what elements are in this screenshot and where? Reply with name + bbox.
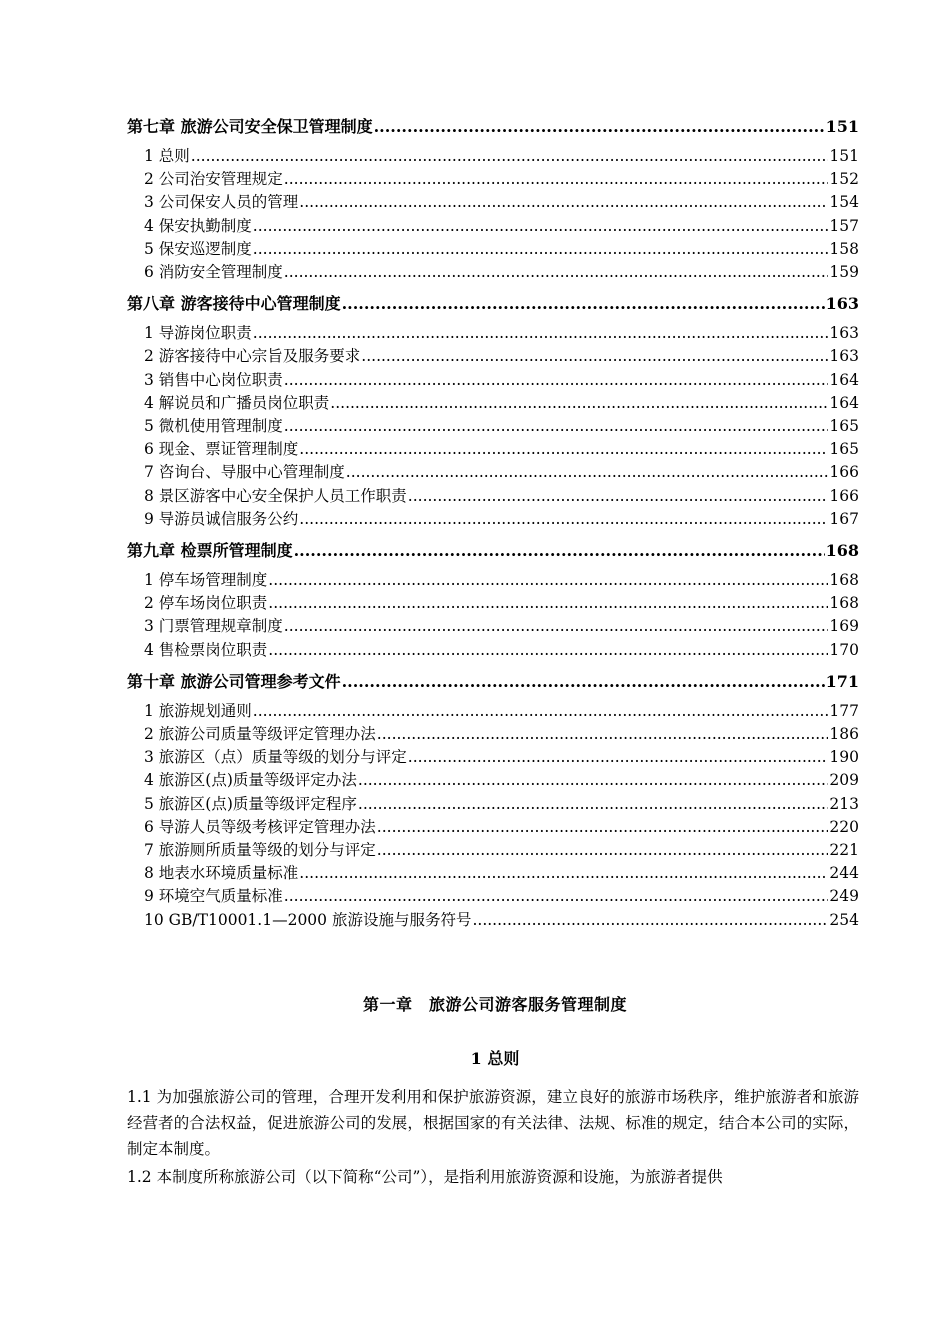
toc-section-title: 8 地表水环境质量标准 bbox=[144, 864, 299, 883]
toc-section-entry[interactable] bbox=[127, 145, 859, 168]
toc-leader-dots bbox=[253, 700, 829, 723]
toc-page-number: 186 bbox=[829, 725, 859, 744]
toc-leader-dots bbox=[284, 885, 829, 908]
toc-leader-dots bbox=[294, 538, 825, 564]
toc-section-title: 4 旅游区(点)质量等级评定办法 bbox=[144, 771, 357, 790]
toc-page-number: 154 bbox=[829, 193, 859, 212]
chapter-heading: 第一章 旅游公司游客服务管理制度 bbox=[362, 995, 627, 1014]
toc-leader-dots bbox=[284, 369, 829, 392]
toc-page-number: 166 bbox=[829, 486, 859, 505]
toc-section-entry[interactable] bbox=[127, 238, 859, 261]
toc-section-entry[interactable] bbox=[127, 345, 859, 368]
toc-chapter-entry[interactable] bbox=[127, 291, 859, 317]
toc-section-entry[interactable] bbox=[127, 369, 859, 392]
toc-leader-dots bbox=[342, 669, 825, 695]
toc-section-entry[interactable] bbox=[127, 261, 859, 284]
toc-section-entry[interactable] bbox=[127, 191, 859, 214]
toc-page-number: 159 bbox=[829, 263, 859, 282]
table-of-contents bbox=[127, 114, 859, 932]
toc-section-title: 7 旅游厕所质量等级的划分与评定 bbox=[144, 841, 376, 860]
toc-leader-dots bbox=[284, 261, 829, 284]
toc-section-title: 5 旅游区(点)质量等级评定程序 bbox=[144, 794, 357, 813]
toc-section-title: 4 解说员和广播员岗位职责 bbox=[144, 393, 330, 412]
toc-section-entry[interactable] bbox=[127, 723, 859, 746]
toc-section-title: 9 导游员诚信服务公约 bbox=[144, 509, 299, 528]
toc-section-entry[interactable] bbox=[127, 816, 859, 839]
toc-page-number: 151 bbox=[825, 117, 859, 136]
toc-leader-dots bbox=[299, 862, 828, 885]
toc-section-title: 9 环境空气质量标准 bbox=[144, 887, 283, 906]
toc-section-entry[interactable] bbox=[127, 885, 859, 908]
toc-section-title: 4 保安执勤制度 bbox=[144, 216, 252, 235]
toc-page-number: 169 bbox=[829, 617, 859, 636]
toc-leader-dots bbox=[330, 392, 828, 415]
toc-section-entry[interactable] bbox=[127, 438, 859, 461]
toc-page-number: 254 bbox=[829, 910, 859, 929]
toc-leader-dots bbox=[472, 909, 828, 932]
toc-page-number: 163 bbox=[825, 294, 859, 314]
toc-section-title: 3 旅游区（点）质量等级的划分与评定 bbox=[144, 748, 407, 767]
toc-section-entry[interactable] bbox=[127, 322, 859, 345]
toc-page-number: 158 bbox=[829, 239, 859, 258]
toc-page-number: 244 bbox=[829, 864, 859, 883]
toc-leader-dots bbox=[408, 485, 829, 508]
toc-leader-dots bbox=[342, 291, 825, 317]
toc-section-entry[interactable] bbox=[127, 215, 859, 238]
toc-leader-dots bbox=[253, 238, 829, 261]
paragraph: 1.1 为加强旅游公司的管理，合理开发利用和保护旅游资源，建立良好的旅游市场秩序，维护旅游者和旅游经营者的合法权益，促进旅游公司的发展，根据国家的有关法律、法规、标准的规定，结合本公司的实际，制定本制度。 bbox=[127, 1088, 859, 1158]
toc-page-number: 249 bbox=[829, 887, 859, 906]
toc-section-title: 1 导游岗位职责 bbox=[144, 324, 252, 343]
toc-chapter-title: 第八章 游客接待中心管理制度 bbox=[127, 294, 341, 314]
toc-leader-dots bbox=[408, 746, 829, 769]
toc-leader-dots bbox=[284, 168, 829, 191]
toc-page-number: 177 bbox=[829, 701, 859, 720]
toc-leader-dots bbox=[377, 839, 829, 862]
toc-page-number: 157 bbox=[829, 216, 859, 235]
toc-chapter-title: 第十章 旅游公司管理参考文件 bbox=[127, 671, 341, 691]
toc-page-number: 221 bbox=[829, 841, 859, 860]
toc-page-number: 163 bbox=[829, 324, 859, 343]
toc-section-title: 2 公司治安管理规定 bbox=[144, 170, 283, 189]
toc-section-title: 6 现金、票证管理制度 bbox=[144, 440, 299, 459]
toc-section-title: 1 总则 bbox=[144, 147, 190, 165]
toc-section-title: 7 咨询台、导服中心管理制度 bbox=[144, 463, 345, 482]
toc-leader-dots bbox=[299, 508, 828, 531]
toc-section-title: 3 门票管理规章制度 bbox=[144, 617, 283, 636]
toc-chapter-entry[interactable] bbox=[127, 538, 859, 564]
toc-page-number: 171 bbox=[825, 671, 859, 691]
toc-page-number: 170 bbox=[829, 640, 859, 659]
toc-section-title: 6 导游人员等级考核评定管理办法 bbox=[144, 817, 376, 836]
toc-section-entry[interactable] bbox=[127, 746, 859, 769]
section-heading: 1 总则 bbox=[470, 1049, 520, 1068]
toc-page-number: 164 bbox=[829, 370, 859, 389]
toc-leader-dots bbox=[284, 415, 829, 438]
body-text bbox=[127, 1084, 859, 1192]
toc-section-title: 4 售检票岗位职责 bbox=[144, 640, 268, 659]
toc-section-title: 5 保安巡逻制度 bbox=[144, 239, 252, 258]
toc-leader-dots bbox=[191, 145, 829, 168]
toc-leader-dots bbox=[358, 769, 829, 792]
toc-section-entry[interactable] bbox=[127, 700, 859, 723]
toc-leader-dots bbox=[358, 793, 829, 816]
toc-section-entry[interactable] bbox=[127, 639, 859, 662]
toc-leader-dots bbox=[361, 345, 828, 368]
toc-chapter-entry[interactable] bbox=[127, 114, 859, 140]
toc-page-number: 168 bbox=[829, 571, 859, 590]
toc-section-title: 8 景区游客中心安全保护人员工作职责 bbox=[144, 486, 407, 505]
toc-section-entry[interactable] bbox=[127, 508, 859, 531]
toc-section-entry[interactable] bbox=[127, 793, 859, 816]
toc-page-number: 165 bbox=[829, 440, 859, 459]
toc-leader-dots bbox=[253, 322, 829, 345]
toc-section-entry[interactable] bbox=[127, 485, 859, 508]
toc-section-title: 3 公司保安人员的管理 bbox=[144, 193, 299, 212]
toc-section-title: 2 旅游公司质量等级评定管理办法 bbox=[144, 725, 376, 744]
toc-page-number: 152 bbox=[829, 170, 859, 189]
toc-section-title: 1 停车场管理制度 bbox=[144, 571, 268, 590]
toc-page-number: 220 bbox=[829, 817, 859, 836]
toc-leader-dots bbox=[374, 114, 825, 140]
toc-page-number: 151 bbox=[829, 147, 859, 165]
toc-section-entry[interactable] bbox=[127, 909, 859, 932]
toc-section-title: 3 销售中心岗位职责 bbox=[144, 370, 283, 389]
toc-section-entry[interactable] bbox=[127, 168, 859, 191]
toc-page-number: 213 bbox=[829, 794, 859, 813]
toc-section-entry[interactable] bbox=[127, 392, 859, 415]
toc-leader-dots bbox=[268, 569, 828, 592]
toc-section-title: 2 游客接待中心宗旨及服务要求 bbox=[144, 347, 361, 366]
toc-section-title: 6 消防安全管理制度 bbox=[144, 263, 283, 282]
toc-section-entry[interactable] bbox=[127, 569, 859, 592]
toc-leader-dots bbox=[299, 191, 828, 214]
toc-section-entry[interactable] bbox=[127, 592, 859, 615]
toc-leader-dots bbox=[377, 816, 829, 839]
toc-page-number: 163 bbox=[829, 347, 859, 366]
toc-page-number: 167 bbox=[829, 509, 859, 528]
toc-section-entry[interactable] bbox=[127, 415, 859, 438]
toc-page-number: 164 bbox=[829, 393, 859, 412]
toc-leader-dots bbox=[268, 592, 828, 615]
toc-page-number: 190 bbox=[829, 748, 859, 767]
toc-page-number: 165 bbox=[829, 417, 859, 436]
toc-leader-dots bbox=[284, 615, 829, 638]
toc-leader-dots bbox=[377, 723, 829, 746]
toc-chapter-title: 第九章 检票所管理制度 bbox=[127, 541, 293, 561]
toc-section-entry[interactable] bbox=[127, 615, 859, 638]
toc-page-number: 209 bbox=[829, 771, 859, 790]
toc-section-title: 10 GB/T10001.1—2000 旅游设施与服务符号 bbox=[144, 910, 472, 929]
toc-leader-dots bbox=[253, 215, 829, 238]
toc-section-entry[interactable] bbox=[127, 461, 859, 484]
toc-page-number: 168 bbox=[829, 594, 859, 613]
toc-section-entry[interactable] bbox=[127, 862, 859, 885]
toc-section-title: 5 微机使用管理制度 bbox=[144, 417, 283, 436]
toc-section-entry[interactable] bbox=[127, 839, 859, 862]
toc-page-number: 166 bbox=[829, 463, 859, 482]
toc-page-number: 168 bbox=[825, 541, 859, 561]
toc-section-entry[interactable] bbox=[127, 769, 859, 792]
toc-leader-dots bbox=[268, 639, 828, 662]
toc-leader-dots bbox=[299, 438, 828, 461]
toc-chapter-entry[interactable] bbox=[127, 669, 859, 695]
toc-chapter-title: 第七章 旅游公司安全保卫管理制度 bbox=[127, 117, 373, 136]
toc-section-title: 1 旅游规划通则 bbox=[144, 701, 252, 720]
paragraph: 1.2 本制度所称旅游公司（以下简称“公司”），是指利用旅游资源和设施，为旅游者提供 bbox=[127, 1168, 723, 1186]
toc-leader-dots bbox=[346, 461, 829, 484]
toc-section-title: 2 停车场岗位职责 bbox=[144, 594, 268, 613]
